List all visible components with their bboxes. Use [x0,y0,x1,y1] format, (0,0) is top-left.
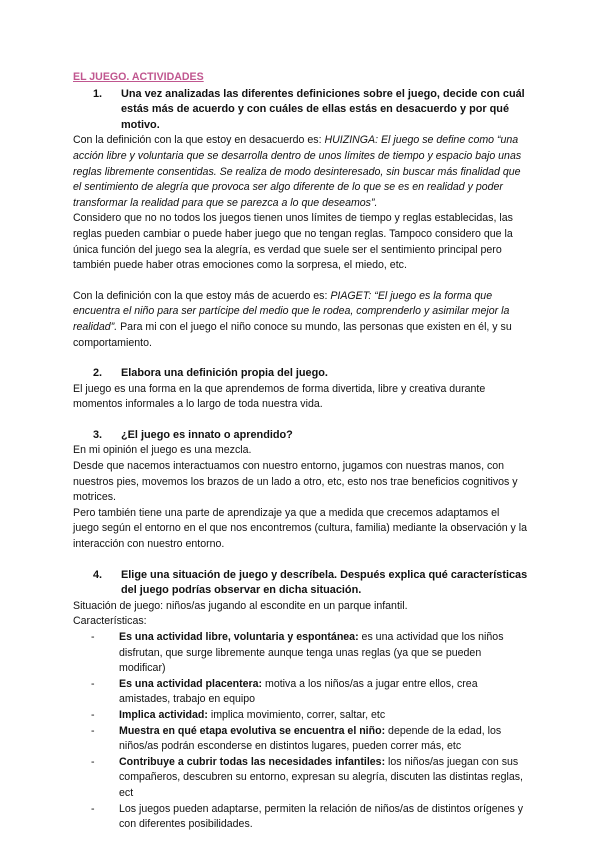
dash-marker: - [91,708,95,721]
item-text: es una actividad que los niños disfrutan, que surge libremente aunque tenga unas reglas (ya que se pueden modificar) [119,631,504,675]
agree-quote: PIAGET: “El juego es la forma que encuentra el niño para ser partícipe del medio que le rodea, comprenderlo y asimilar mejor la realidad”. [73,289,510,333]
dash-marker: - [91,677,95,690]
list-item [73,630,528,677]
question-2 [73,366,528,382]
item-text: implica movimiento, correr, saltar, etc [207,708,386,721]
disagree-quote: HUIZINGA: El juego se define como “una acción libre y voluntaria que se desarrolla dentro de unos límites de tiempo y espacio bajo unas reglas libremente consentidas. Se realiza de modo desinteresado, sin buscar más finalidad que el sentimiento de alegría que provoca ser algo diferente de lo que se es en realidad y poder transformar la realidad para que se parezca a lo que deseamos”. [73,134,522,209]
agree-reason: Para mi con el juego el niño conoce su mundo, las personas que existen en él, y su comportamiento. [73,320,512,349]
spacer [73,413,528,428]
list-item [73,708,528,724]
question-text: ¿El juego es innato o aprendido? [121,428,293,441]
question-text: Una vez analizadas las diferentes definiciones sobre el juego, decide con cuál estás más de acuerdo y con cuáles de ellas estás en desacuerdo y por qué motivo. [121,87,525,131]
dash-marker: - [91,631,95,643]
question-number: 2. [93,367,103,380]
item-text: Los juegos pueden adaptarse, permiten la relación de niños/as de distintos orígenes y con diferentes posibilidades. [119,802,524,831]
list-item [73,802,528,833]
opinion-paragraph: En mi opinión el juego es una mezcla. [73,444,252,457]
document-title: EL JUEGO. ACTIVIDADES [73,71,204,83]
list-item [73,755,528,802]
characteristics-label: Características: [73,615,147,628]
spacer [73,351,528,366]
dash-marker: - [91,755,95,768]
question-number: 3. [93,428,103,441]
agree-paragraph [73,289,528,351]
question-4 [73,568,528,599]
spacer [73,274,528,289]
dash-marker: - [91,802,95,815]
question-text: Elige una situación de juego y descríbela. Después explica qué características del juego podrías observar en dicha situación. [121,568,528,597]
question-text: Elabora una definición propia del juego. [121,367,328,380]
situation-paragraph: Situación de juego: niños/as jugando al escondite en un parque infantil. [73,599,408,612]
list-item [73,724,528,755]
question-3 [73,428,528,444]
document-page [73,70,528,833]
innate-paragraph: Desde que nacemos interactuamos con nuestro entorno, jugamos con nuestras manos, con nuestros pies, movemos los brazos de un lado a otro, etc, esto nos trae beneficios cognitivos y motrices. [73,460,518,504]
item-text: los niños/as juegan con sus compañeros, descubren su entorno, expresan su alegría, discuten las distintas reglas, ect [119,755,523,799]
item-text: depende de la edad, los niños/as podrán esconderse en distintos lugares, pueden correr más, etc [119,724,502,753]
item-heading: Muestra en qué etapa evolutiva se encuentra el niño: [119,724,386,737]
question-number: 4. [93,568,103,581]
item-heading: Es una actividad placentera: [119,677,263,690]
definition-answer: El juego es una forma en la que aprendemos de forma divertida, libre y creativa durante momentos informales a lo largo de toda nuestra vida. [73,382,486,411]
item-heading: Contribuye a cubrir todas las necesidades infantiles: [119,755,386,768]
agree-intro: Con la definición con la que estoy más de acuerdo es: [73,289,331,302]
dash-marker: - [91,724,95,737]
learned-paragraph: Pero también tiene una parte de aprendizaje ya que a medida que crecemos adaptamos el juego según el entorno en el que nos encontremos (cultura, familia) mediante la observación y la interacción con nuestro entorno. [73,506,528,551]
characteristics-list [73,630,528,833]
disagree-reason: Considero que no no todos los juegos tienen unos límites de tiempo y reglas establecidas, las reglas pueden cambiar o puede haber juego que no tengan reglas. Tampoco considero que la única función del juego sea la alegría, es verdad que suele ser el sentimiento principal pero también puede haber otras emociones como la sorpresa, el miedo, etc. [73,212,513,272]
item-heading: Es una actividad libre, voluntaria y espontánea: [119,631,359,643]
question-number: 1. [93,87,103,100]
list-item [73,677,528,708]
item-text: motiva a los niños/as a jugar entre ellos, crea amistades, trabajo en equipo [119,677,478,706]
spacer [73,553,528,568]
item-heading: Implica actividad: [119,708,208,721]
disagree-intro: Con la definición con la que estoy en desacuerdo es: [73,134,325,147]
disagree-paragraph [73,133,528,211]
question-1 [73,87,528,134]
